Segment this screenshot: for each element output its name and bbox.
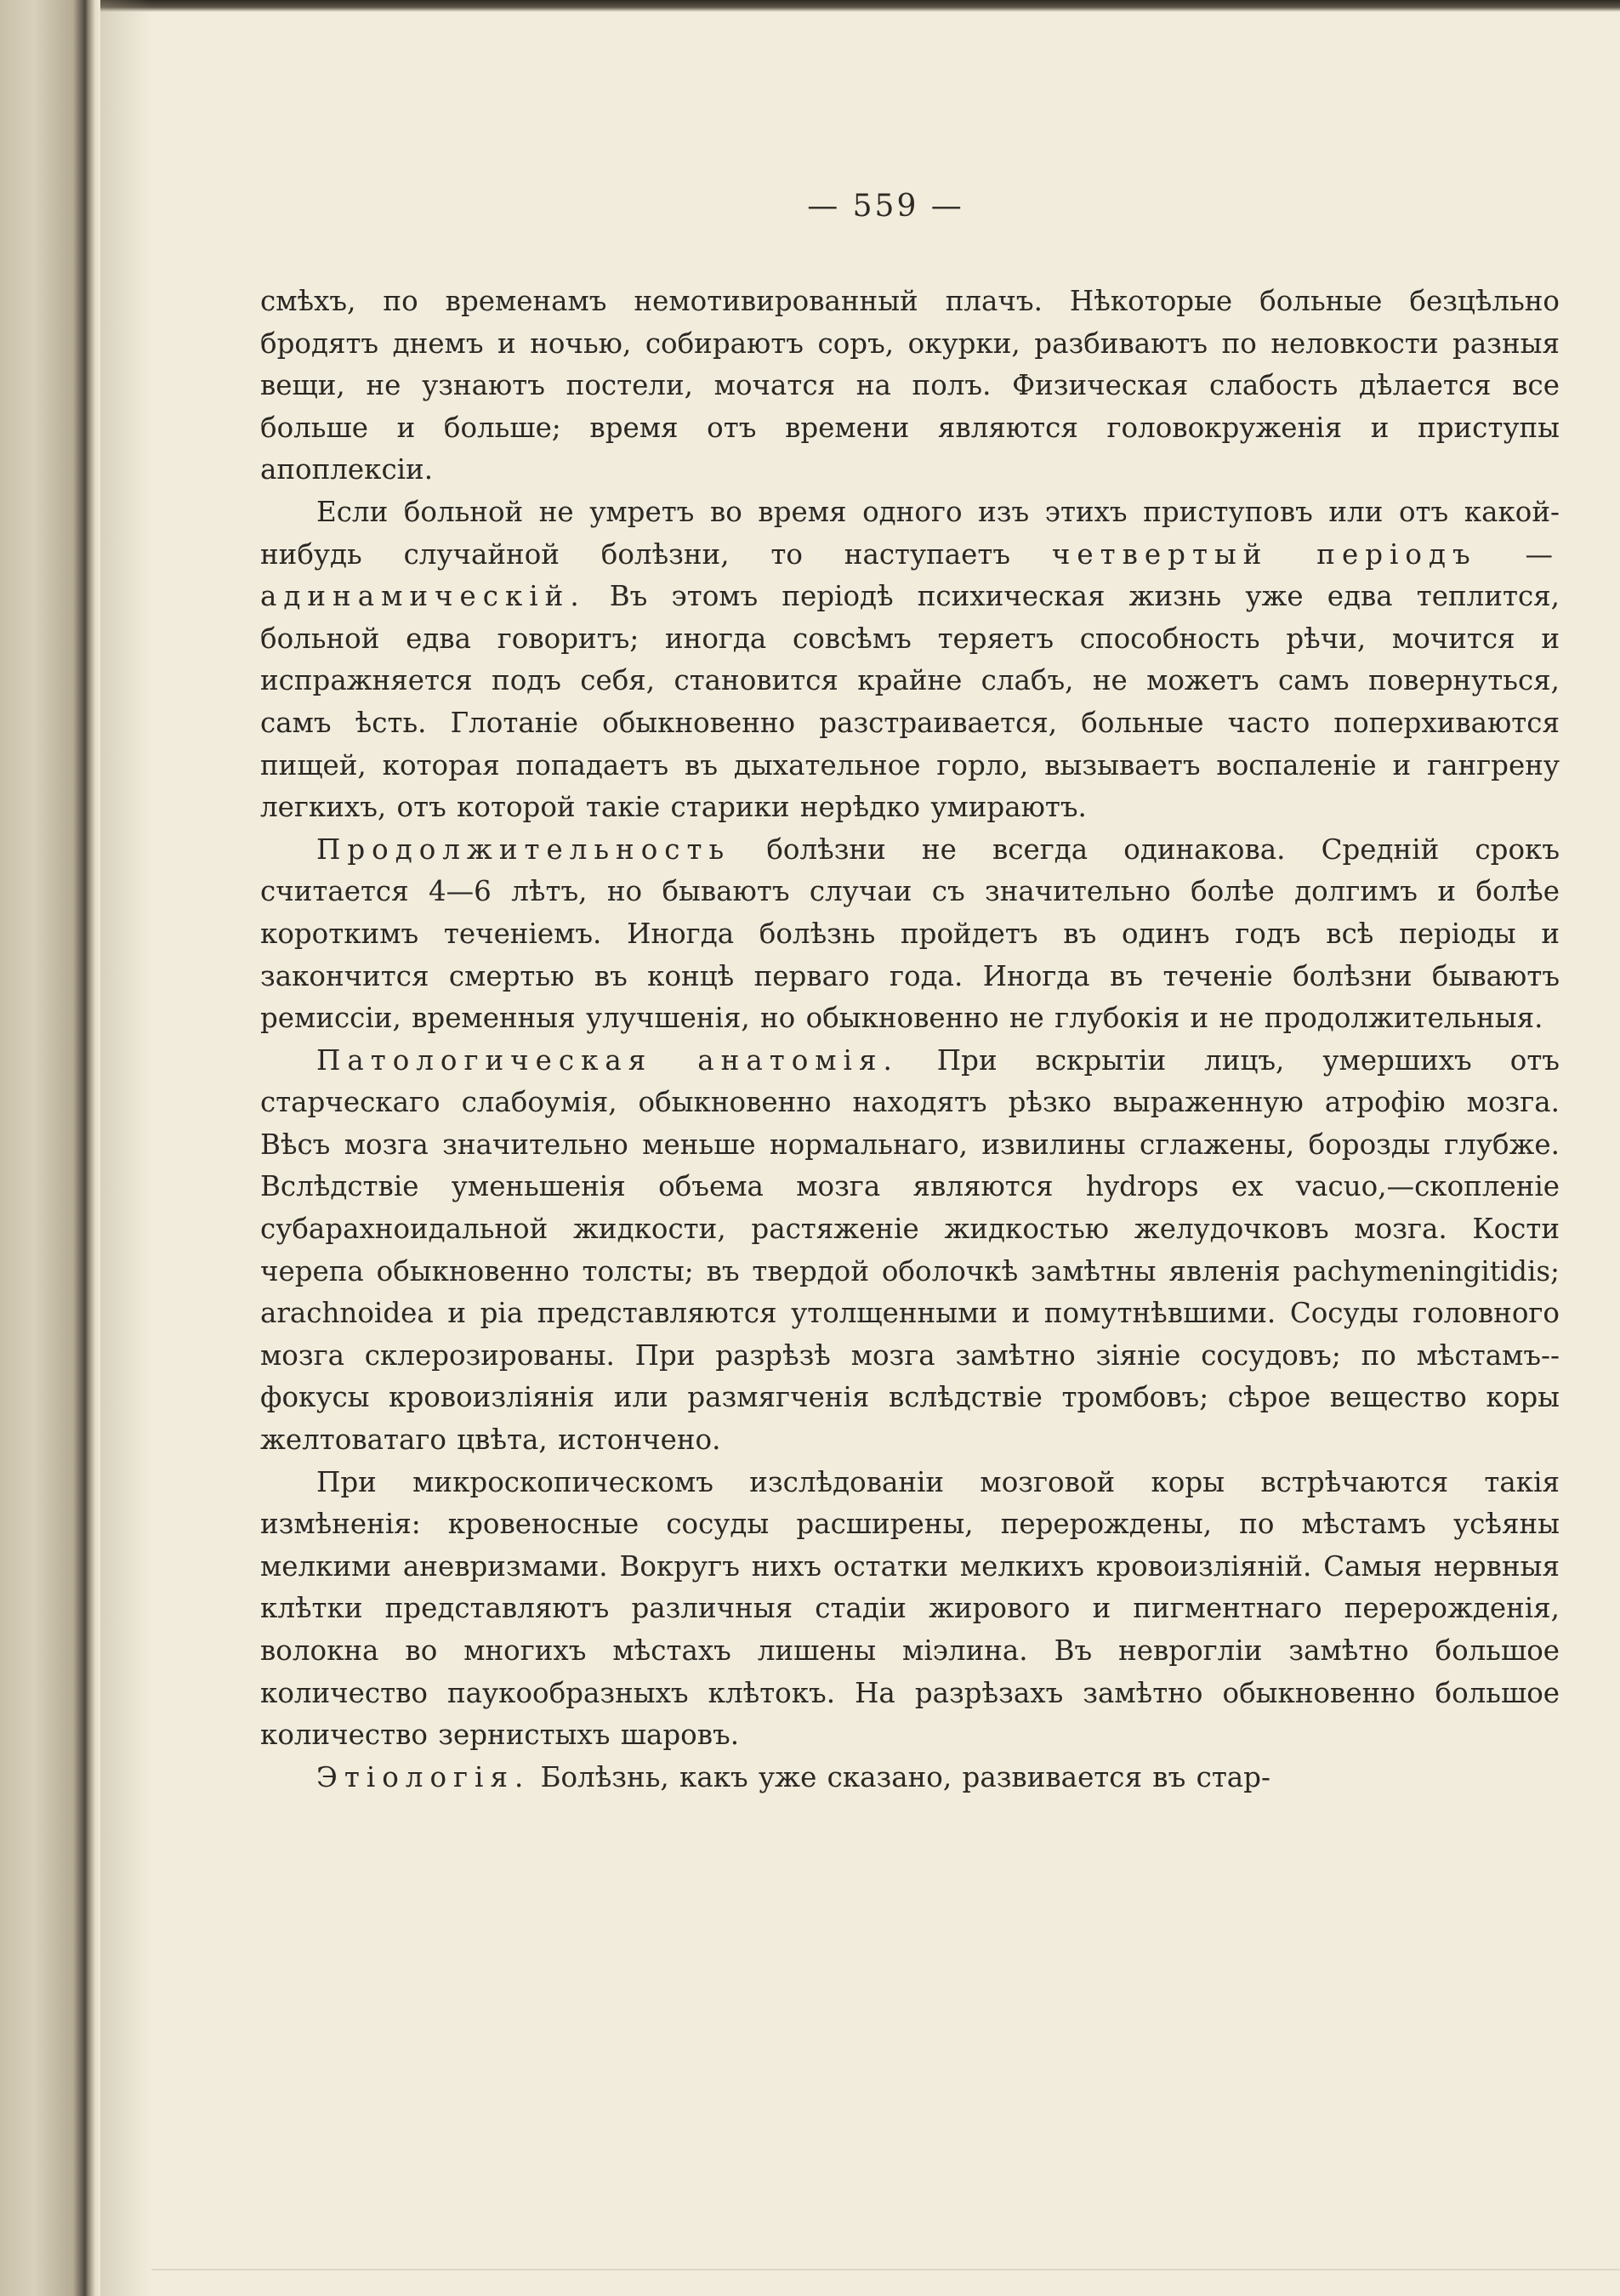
paragraph-2 [260, 492, 1560, 829]
paragraph-4 [260, 1040, 1560, 1462]
paragraph-4-text-after: При вскрытіи лицъ, умершихъ отъ старческаго слабоумія, обыкновенно находятъ рѣзко выраженную атрофію мозга. Вѣсъ мозга значительно меньше нормальнаго, извилины сглажены, борозды глубже. Вслѣдствіе уменьшенія объема мозга являются hydrops ex vacuo,—скопленіе субарахноидальной жидкости, растяженіе жидкостью желудочковъ мозга. Кости черепа обыкновенно толсты; въ твердой оболочкѣ замѣтны явленія pachymeningitidis; arachnoidea и pia представляются утолщенными и помутнѣвшими. Сосуды головного мозга склерозированы. При разрѣзѣ мозга замѣтно зіяніе сосудовъ; по мѣстамъ--фокусы кровоизліянія или размягченія вслѣдствіе тромбовъ; сѣрое вещество коры желтоватаго цвѣта, истончено. [260, 1043, 1560, 1457]
paragraph-2-text-after: Въ этомъ періодѣ психическая жизнь уже едва теплится, больной едва говоритъ; иногда совсѣмъ теряетъ способность рѣчи, мочится и испражняется подъ себя, становится крайне слабъ, не можетъ самъ повернуться, самъ ѣсть. Глотаніе обыкновенно разстраивается, больные часто поперхиваются пищей, которая попадаетъ въ дыхательное горло, вызываетъ воспаленіе и гангрену легкихъ, отъ которой такіе старики нерѣдко умираютъ. [260, 580, 1560, 824]
paragraph-1 [260, 281, 1560, 492]
paragraph-4-spaced-term: Патологическая анатомія. [316, 1043, 899, 1077]
page-bottom-crease [151, 2269, 1620, 2270]
binding-shadow [100, 0, 151, 2296]
paragraph-3-text-after: болѣзни не всегда одинакова. Средній срокъ считается 4—6 лѣтъ, но бываютъ случаи съ значительно болѣе долгимъ и болѣе короткимъ теченіемъ. Иногда болѣзнь пройдетъ въ одинъ годъ всѣ періоды и закончится смертью въ концѣ перваго года. Иногда въ теченіе болѣзни бываютъ ремиссіи, временныя улучшенія, но обыкновенно не глубокія и не продолжительныя. [260, 833, 1560, 1035]
paragraph-6 [260, 1757, 1560, 1799]
paragraph-6-text-after: Болѣзнь, какъ уже сказано, развивается въ стар- [530, 1760, 1270, 1793]
scan-top-edge [0, 0, 1620, 12]
page-number: — 559 — [807, 189, 964, 224]
paragraph-6-spaced-term: Этіологія. [316, 1760, 531, 1793]
paragraph-3 [260, 829, 1560, 1040]
paragraph-3-spaced-term: Продолжительность [316, 833, 731, 866]
paragraph-5 [260, 1462, 1560, 1757]
paragraph-2-text-before: Если больной не умретъ во время одного изъ этихъ приступовъ или отъ какой-нибудь случайной болѣзни, то наступаетъ [260, 495, 1560, 571]
paragraph-2-spaced-term: четвертый періодъ — адинамическій. [260, 537, 1560, 613]
book-binding-edge [0, 0, 100, 2296]
paragraph-5-text: При микроскопическомъ изслѣдованіи мозговой коры встрѣчаются такія измѣненія: кровеносные сосуды расширены, перерождены, по мѣстамъ усѣяны мелкими аневризмами. Вокругъ нихъ остатки мелкихъ кровоизліяній. Самыя нервныя клѣтки представляютъ различныя стадіи жирового и пигментнаго перерожденія, волокна во многихъ мѣстахъ лишены міэлина. Въ неврогліи замѣтно большое количество паукообразныхъ клѣтокъ. На разрѣзахъ замѣтно обыкновенно большое количество зернистыхъ шаровъ. [260, 1465, 1560, 1752]
paragraph-1-text: смѣхъ, по временамъ немотивированный плачъ. Нѣкоторые больные безцѣльно бродятъ днемъ и ночью, собираютъ соръ, окурки, разбиваютъ по неловкости разныя вещи, не узнаютъ постели, мочатся на полъ. Физическая слабость дѣлается все больше и больше; время отъ времени являются головокруженія и приступы апоплексіи. [260, 285, 1560, 486]
page-text-body [260, 281, 1560, 1799]
book-page [151, 12, 1620, 2296]
